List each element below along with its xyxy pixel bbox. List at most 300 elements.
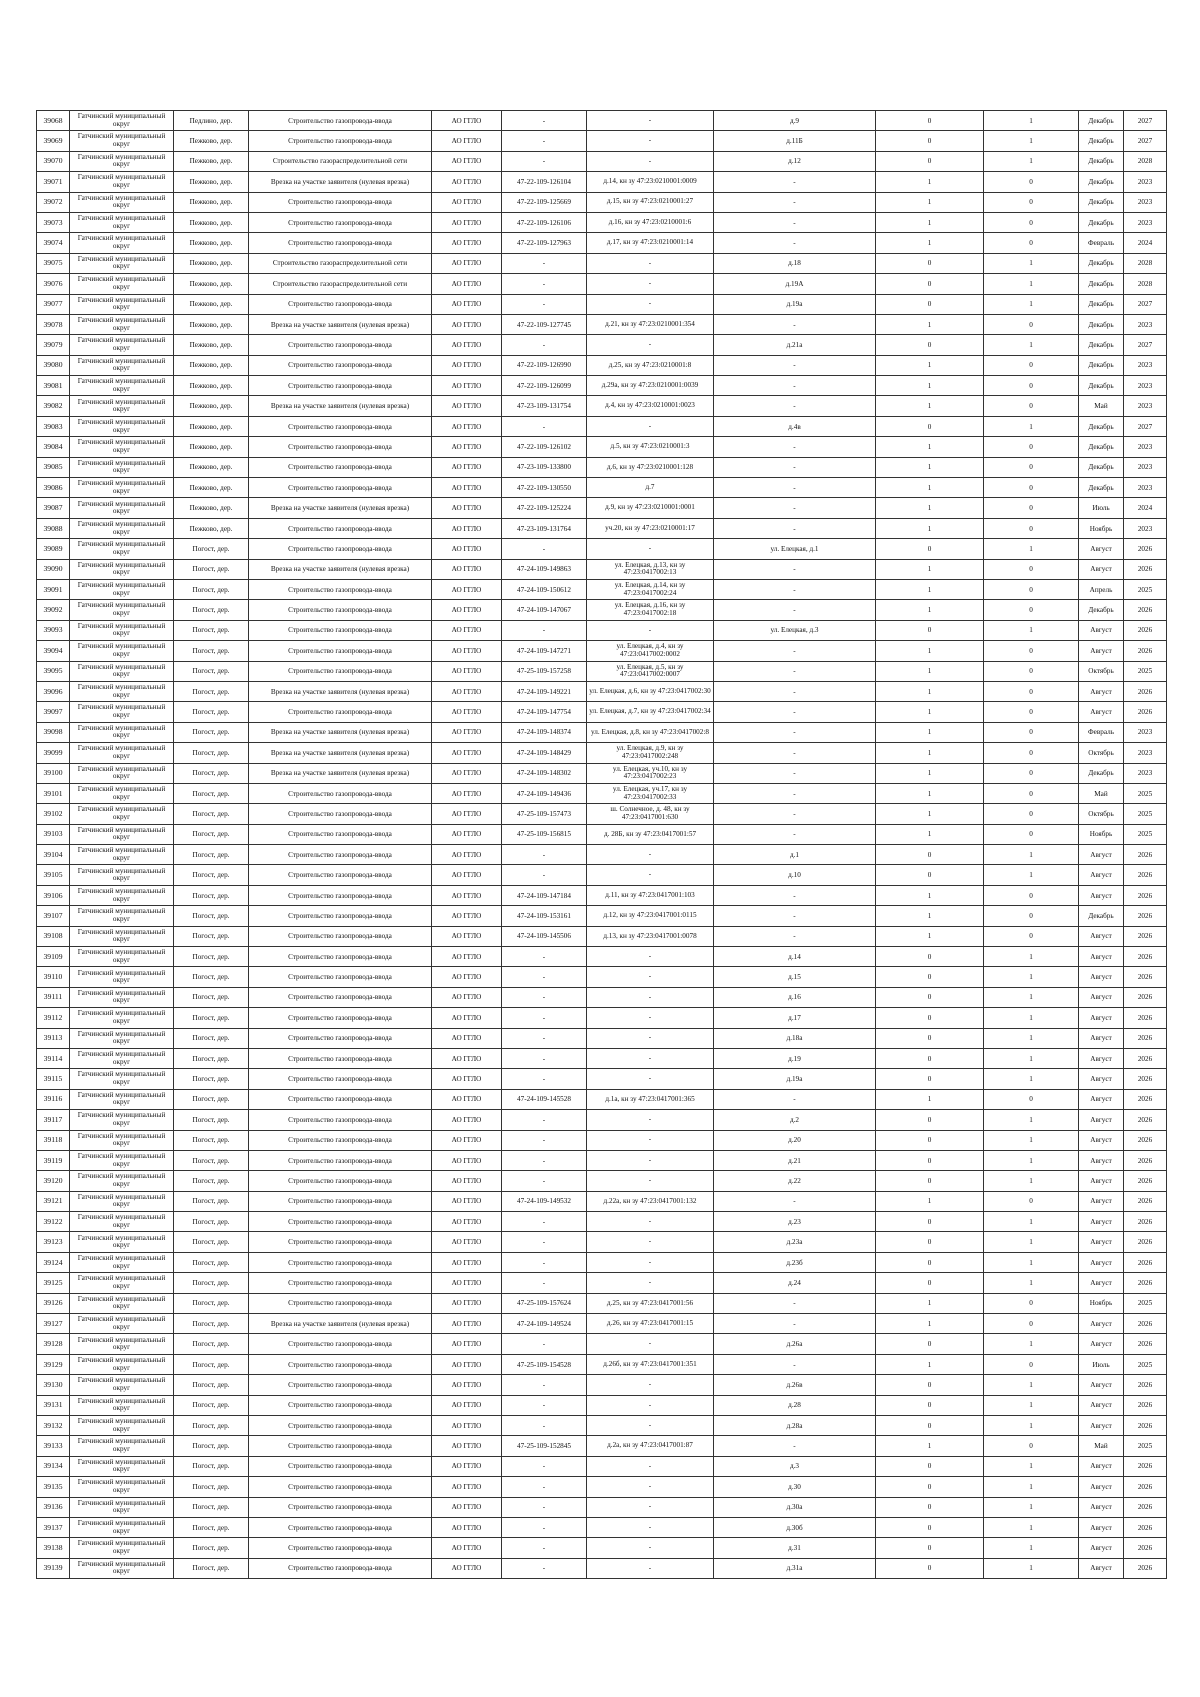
organization-cell: АО ГГЛО xyxy=(432,661,502,681)
district-cell: Гатчинский муниципальный округ xyxy=(70,1252,174,1272)
organization-cell: АО ГГЛО xyxy=(432,111,502,131)
settlement-cell: Погост, дер. xyxy=(174,1436,249,1456)
object-address-cell: - xyxy=(714,355,876,375)
count-b-cell: 1 xyxy=(984,1252,1079,1272)
month-cell: Ноябрь xyxy=(1079,1293,1124,1313)
count-b-cell: 1 xyxy=(984,253,1079,273)
object-address-cell: - xyxy=(714,722,876,742)
organization-cell: АО ГГЛО xyxy=(432,845,502,865)
row-number-cell: 39081 xyxy=(37,376,70,396)
table-row xyxy=(37,1538,1167,1558)
application-number-cell: 47-24-109-149532 xyxy=(502,1191,587,1211)
table-row xyxy=(37,111,1167,131)
row-number-cell: 39115 xyxy=(37,1069,70,1089)
row-number-cell: 39135 xyxy=(37,1477,70,1497)
row-number-cell: 39126 xyxy=(37,1293,70,1313)
organization-cell: АО ГГЛО xyxy=(432,212,502,232)
object-address-cell: - xyxy=(714,783,876,803)
month-cell: Декабрь xyxy=(1079,355,1124,375)
year-cell: 2025 xyxy=(1124,661,1167,681)
work-type-cell: Строительство газопровода-ввода xyxy=(249,1048,432,1068)
organization-cell: АО ГГЛО xyxy=(432,518,502,538)
organization-cell: АО ГГЛО xyxy=(432,1354,502,1374)
district-cell: Гатчинский муниципальный округ xyxy=(70,681,174,701)
district-cell: Гатчинский муниципальный округ xyxy=(70,1028,174,1048)
object-address-cell: д.31а xyxy=(714,1558,876,1578)
count-b-cell: 1 xyxy=(984,967,1079,987)
count-b-cell: 0 xyxy=(984,559,1079,579)
row-number-cell: 39139 xyxy=(37,1558,70,1578)
applicant-address-cell: д.4, кн зу 47:23:0210001:0023 xyxy=(587,396,714,416)
count-b-cell: 1 xyxy=(984,1150,1079,1170)
applicant-address-cell: - xyxy=(587,1395,714,1415)
application-number-cell: - xyxy=(502,1273,587,1293)
organization-cell: АО ГГЛО xyxy=(432,783,502,803)
month-cell: Декабрь xyxy=(1079,172,1124,192)
district-cell: Гатчинский муниципальный округ xyxy=(70,1110,174,1130)
year-cell: 2025 xyxy=(1124,1293,1167,1313)
count-b-cell: 1 xyxy=(984,539,1079,559)
row-number-cell: 39101 xyxy=(37,783,70,803)
district-cell: Гатчинский муниципальный округ xyxy=(70,539,174,559)
district-cell: Гатчинский муниципальный округ xyxy=(70,865,174,885)
applicant-address-cell: ул. Елецкая, д.16, кн зу 47:23:0417002:18 xyxy=(587,600,714,620)
settlement-cell: Погост, дер. xyxy=(174,906,249,926)
count-b-cell: 1 xyxy=(984,1212,1079,1232)
applicant-address-cell: ул. Елецкая, д.8, кн зу 47:23:0417002:8 xyxy=(587,722,714,742)
district-cell: Гатчинский муниципальный округ xyxy=(70,1273,174,1293)
work-type-cell: Строительство газопровода-ввода xyxy=(249,967,432,987)
row-number-cell: 39106 xyxy=(37,885,70,905)
district-cell: Гатчинский муниципальный округ xyxy=(70,1497,174,1517)
applicant-address-cell: ул. Елецкая, д.5, кн зу 47:23:0417002:0007 xyxy=(587,661,714,681)
table-row xyxy=(37,967,1167,987)
month-cell: Август xyxy=(1079,641,1124,661)
applicant-address-cell: - xyxy=(587,416,714,436)
year-cell: 2026 xyxy=(1124,1089,1167,1109)
applicant-address-cell: - xyxy=(587,1416,714,1436)
settlement-cell: Погост, дер. xyxy=(174,865,249,885)
row-number-cell: 39080 xyxy=(37,355,70,375)
count-b-cell: 1 xyxy=(984,1110,1079,1130)
settlement-cell: Пежково, дер. xyxy=(174,376,249,396)
application-number-cell: 47-24-109-145506 xyxy=(502,926,587,946)
applicant-address-cell: - xyxy=(587,1517,714,1537)
row-number-cell: 39132 xyxy=(37,1416,70,1436)
applicant-address-cell: д.6, кн зу 47:23:0210001:128 xyxy=(587,457,714,477)
row-number-cell: 39071 xyxy=(37,172,70,192)
row-number-cell: 39069 xyxy=(37,131,70,151)
applicant-address-cell: д.9, кн зу 47:23:0210001:0001 xyxy=(587,498,714,518)
count-a-cell: 1 xyxy=(876,1293,984,1313)
count-a-cell: 1 xyxy=(876,1314,984,1334)
application-number-cell: - xyxy=(502,967,587,987)
month-cell: Август xyxy=(1079,539,1124,559)
organization-cell: АО ГГЛО xyxy=(432,1456,502,1476)
table-row xyxy=(37,1110,1167,1130)
district-cell: Гатчинский муниципальный округ xyxy=(70,1538,174,1558)
organization-cell: АО ГГЛО xyxy=(432,1110,502,1130)
organization-cell: АО ГГЛО xyxy=(432,478,502,498)
work-type-cell: Строительство газопровода-ввода xyxy=(249,661,432,681)
object-address-cell: - xyxy=(714,824,876,844)
year-cell: 2026 xyxy=(1124,1232,1167,1252)
count-b-cell: 1 xyxy=(984,1028,1079,1048)
organization-cell: АО ГГЛО xyxy=(432,1314,502,1334)
count-b-cell: 0 xyxy=(984,314,1079,334)
month-cell: Декабрь xyxy=(1079,111,1124,131)
table-row xyxy=(37,1191,1167,1211)
year-cell: 2023 xyxy=(1124,314,1167,334)
count-b-cell: 0 xyxy=(984,681,1079,701)
object-address-cell: д.21 xyxy=(714,1150,876,1170)
table-row xyxy=(37,641,1167,661)
month-cell: Август xyxy=(1079,1334,1124,1354)
organization-cell: АО ГГЛО xyxy=(432,376,502,396)
organization-cell: АО ГГЛО xyxy=(432,498,502,518)
table-row xyxy=(37,1517,1167,1537)
work-type-cell: Строительство газопровода-ввода xyxy=(249,1334,432,1354)
row-number-cell: 39099 xyxy=(37,743,70,763)
work-type-cell: Строительство газопровода-ввода xyxy=(249,865,432,885)
organization-cell: АО ГГЛО xyxy=(432,1477,502,1497)
table-row xyxy=(37,1008,1167,1028)
work-type-cell: Строительство газопровода-ввода xyxy=(249,233,432,253)
count-a-cell: 1 xyxy=(876,559,984,579)
count-a-cell: 0 xyxy=(876,1171,984,1191)
table-row xyxy=(37,1089,1167,1109)
organization-cell: АО ГГЛО xyxy=(432,396,502,416)
month-cell: Август xyxy=(1079,702,1124,722)
count-b-cell: 1 xyxy=(984,1538,1079,1558)
row-number-cell: 39074 xyxy=(37,233,70,253)
count-a-cell: 0 xyxy=(876,845,984,865)
table-row xyxy=(37,600,1167,620)
object-address-cell: д.15 xyxy=(714,967,876,987)
count-b-cell: 0 xyxy=(984,498,1079,518)
year-cell: 2023 xyxy=(1124,355,1167,375)
application-number-cell: 47-22-109-126099 xyxy=(502,376,587,396)
month-cell: Май xyxy=(1079,396,1124,416)
object-address-cell: - xyxy=(714,192,876,212)
month-cell: Май xyxy=(1079,1436,1124,1456)
district-cell: Гатчинский муниципальный округ xyxy=(70,763,174,783)
application-number-cell: 47-24-109-147271 xyxy=(502,641,587,661)
count-b-cell: 0 xyxy=(984,355,1079,375)
month-cell: Август xyxy=(1079,1110,1124,1130)
count-a-cell: 0 xyxy=(876,539,984,559)
month-cell: Декабрь xyxy=(1079,274,1124,294)
settlement-cell: Погост, дер. xyxy=(174,1456,249,1476)
settlement-cell: Погост, дер. xyxy=(174,722,249,742)
year-cell: 2025 xyxy=(1124,1436,1167,1456)
object-address-cell: д.1 xyxy=(714,845,876,865)
count-b-cell: 0 xyxy=(984,172,1079,192)
district-cell: Гатчинский муниципальный округ xyxy=(70,702,174,722)
settlement-cell: Погост, дер. xyxy=(174,1314,249,1334)
table-row xyxy=(37,865,1167,885)
count-b-cell: 0 xyxy=(984,1314,1079,1334)
object-address-cell: - xyxy=(714,518,876,538)
settlement-cell: Погост, дер. xyxy=(174,1273,249,1293)
settlement-cell: Пежково, дер. xyxy=(174,212,249,232)
month-cell: Декабрь xyxy=(1079,335,1124,355)
row-number-cell: 39094 xyxy=(37,641,70,661)
application-number-cell: - xyxy=(502,1558,587,1578)
count-b-cell: 1 xyxy=(984,416,1079,436)
table-row xyxy=(37,783,1167,803)
district-cell: Гатчинский муниципальный округ xyxy=(70,987,174,1007)
organization-cell: АО ГГЛО xyxy=(432,947,502,967)
year-cell: 2026 xyxy=(1124,865,1167,885)
district-cell: Гатчинский муниципальный округ xyxy=(70,1517,174,1537)
year-cell: 2026 xyxy=(1124,600,1167,620)
row-number-cell: 39110 xyxy=(37,967,70,987)
organization-cell: АО ГГЛО xyxy=(432,926,502,946)
object-address-cell: д.10 xyxy=(714,865,876,885)
object-address-cell: д.17 xyxy=(714,1008,876,1028)
applicant-address-cell: д.15, кн зу 47:23:0210001:27 xyxy=(587,192,714,212)
work-type-cell: Строительство газопровода-ввода xyxy=(249,1212,432,1232)
applicant-address-cell: д.5, кн зу 47:23:0210001:3 xyxy=(587,437,714,457)
count-a-cell: 0 xyxy=(876,1477,984,1497)
applicant-address-cell: - xyxy=(587,1048,714,1068)
year-cell: 2026 xyxy=(1124,1008,1167,1028)
month-cell: Август xyxy=(1079,1028,1124,1048)
year-cell: 2026 xyxy=(1124,1171,1167,1191)
table-row xyxy=(37,437,1167,457)
application-number-cell: 47-22-109-125669 xyxy=(502,192,587,212)
object-address-cell: д.2 xyxy=(714,1110,876,1130)
object-address-cell: - xyxy=(714,743,876,763)
row-number-cell: 39137 xyxy=(37,1517,70,1537)
applicant-address-cell: - xyxy=(587,1232,714,1252)
object-address-cell: - xyxy=(714,906,876,926)
table-row xyxy=(37,376,1167,396)
month-cell: Декабрь xyxy=(1079,906,1124,926)
year-cell: 2026 xyxy=(1124,967,1167,987)
year-cell: 2028 xyxy=(1124,274,1167,294)
district-cell: Гатчинский муниципальный округ xyxy=(70,335,174,355)
applicant-address-cell: - xyxy=(587,1375,714,1395)
application-number-cell: 47-22-109-130550 xyxy=(502,478,587,498)
year-cell: 2026 xyxy=(1124,906,1167,926)
year-cell: 2025 xyxy=(1124,783,1167,803)
year-cell: 2026 xyxy=(1124,1416,1167,1436)
application-number-cell: 47-23-109-133800 xyxy=(502,457,587,477)
settlement-cell: Пежково, дер. xyxy=(174,274,249,294)
settlement-cell: Погост, дер. xyxy=(174,987,249,1007)
work-type-cell: Строительство газопровода-ввода xyxy=(249,192,432,212)
application-number-cell: - xyxy=(502,294,587,314)
application-number-cell: - xyxy=(502,987,587,1007)
count-a-cell: 1 xyxy=(876,518,984,538)
table-row xyxy=(37,1212,1167,1232)
table-row xyxy=(37,579,1167,599)
count-a-cell: 0 xyxy=(876,947,984,967)
work-type-cell: Строительство газопровода-ввода xyxy=(249,376,432,396)
work-type-cell: Строительство газопровода-ввода xyxy=(249,1130,432,1150)
settlement-cell: Пежково, дер. xyxy=(174,151,249,171)
organization-cell: АО ГГЛО xyxy=(432,967,502,987)
settlement-cell: Погост, дер. xyxy=(174,661,249,681)
month-cell: Декабрь xyxy=(1079,478,1124,498)
settlement-cell: Погост, дер. xyxy=(174,1069,249,1089)
month-cell: Декабрь xyxy=(1079,314,1124,334)
row-number-cell: 39093 xyxy=(37,620,70,640)
applicant-address-cell: - xyxy=(587,1150,714,1170)
application-number-cell: 47-22-109-126106 xyxy=(502,212,587,232)
application-number-cell: - xyxy=(502,1477,587,1497)
row-number-cell: 39125 xyxy=(37,1273,70,1293)
table-row xyxy=(37,1334,1167,1354)
work-type-cell: Строительство газопровода-ввода xyxy=(249,906,432,926)
application-number-cell: - xyxy=(502,1538,587,1558)
year-cell: 2027 xyxy=(1124,111,1167,131)
district-cell: Гатчинский муниципальный округ xyxy=(70,1354,174,1374)
object-address-cell: д.28 xyxy=(714,1395,876,1415)
row-number-cell: 39076 xyxy=(37,274,70,294)
object-address-cell: - xyxy=(714,1191,876,1211)
year-cell: 2026 xyxy=(1124,1048,1167,1068)
application-number-cell: - xyxy=(502,1375,587,1395)
work-type-cell: Строительство газопровода-ввода xyxy=(249,294,432,314)
table-row xyxy=(37,539,1167,559)
table-row xyxy=(37,233,1167,253)
settlement-cell: Погост, дер. xyxy=(174,1150,249,1170)
year-cell: 2026 xyxy=(1124,1212,1167,1232)
year-cell: 2026 xyxy=(1124,1069,1167,1089)
organization-cell: АО ГГЛО xyxy=(432,1048,502,1068)
organization-cell: АО ГГЛО xyxy=(432,1293,502,1313)
table-row xyxy=(37,743,1167,763)
object-address-cell: - xyxy=(714,437,876,457)
applicant-address-cell: - xyxy=(587,1334,714,1354)
table-row xyxy=(37,335,1167,355)
work-type-cell: Строительство газопровода-ввода xyxy=(249,1008,432,1028)
organization-cell: АО ГГЛО xyxy=(432,987,502,1007)
count-b-cell: 0 xyxy=(984,1089,1079,1109)
applicant-address-cell: - xyxy=(587,1558,714,1578)
count-b-cell: 0 xyxy=(984,600,1079,620)
district-cell: Гатчинский муниципальный округ xyxy=(70,274,174,294)
settlement-cell: Пежково, дер. xyxy=(174,518,249,538)
month-cell: Август xyxy=(1079,1273,1124,1293)
district-cell: Гатчинский муниципальный округ xyxy=(70,314,174,334)
table-row xyxy=(37,478,1167,498)
count-b-cell: 1 xyxy=(984,1497,1079,1517)
month-cell: Декабрь xyxy=(1079,600,1124,620)
table-row xyxy=(37,274,1167,294)
year-cell: 2026 xyxy=(1124,1110,1167,1130)
application-number-cell: - xyxy=(502,1150,587,1170)
work-type-cell: Строительство газопровода-ввода xyxy=(249,600,432,620)
object-address-cell: д.19 xyxy=(714,1048,876,1068)
count-b-cell: 1 xyxy=(984,1008,1079,1028)
application-number-cell: - xyxy=(502,865,587,885)
year-cell: 2026 xyxy=(1124,1517,1167,1537)
district-cell: Гатчинский муниципальный округ xyxy=(70,1477,174,1497)
work-type-cell: Строительство газопровода-ввода xyxy=(249,111,432,131)
applicant-address-cell: - xyxy=(587,967,714,987)
row-number-cell: 39138 xyxy=(37,1538,70,1558)
month-cell: Август xyxy=(1079,1477,1124,1497)
row-number-cell: 39128 xyxy=(37,1334,70,1354)
month-cell: Август xyxy=(1079,1538,1124,1558)
work-type-cell: Строительство газопровода-ввода xyxy=(249,1354,432,1374)
settlement-cell: Пежково, дер. xyxy=(174,457,249,477)
application-number-cell: 47-22-109-127745 xyxy=(502,314,587,334)
month-cell: Декабрь xyxy=(1079,192,1124,212)
count-a-cell: 0 xyxy=(876,335,984,355)
month-cell: Октябрь xyxy=(1079,743,1124,763)
count-b-cell: 1 xyxy=(984,294,1079,314)
row-number-cell: 39123 xyxy=(37,1232,70,1252)
work-type-cell: Врезка на участке заявителя (нулевая врезка) xyxy=(249,763,432,783)
row-number-cell: 39117 xyxy=(37,1110,70,1130)
row-number-cell: 39120 xyxy=(37,1171,70,1191)
work-type-cell: Строительство газопровода-ввода xyxy=(249,1456,432,1476)
year-cell: 2026 xyxy=(1124,1375,1167,1395)
object-address-cell: д.18а xyxy=(714,1028,876,1048)
organization-cell: АО ГГЛО xyxy=(432,1130,502,1150)
applicant-address-cell: - xyxy=(587,987,714,1007)
count-b-cell: 0 xyxy=(984,579,1079,599)
application-number-cell: - xyxy=(502,620,587,640)
settlement-cell: Пежково, дер. xyxy=(174,131,249,151)
count-a-cell: 0 xyxy=(876,1069,984,1089)
work-type-cell: Строительство газопровода-ввода xyxy=(249,1375,432,1395)
row-number-cell: 39085 xyxy=(37,457,70,477)
year-cell: 2023 xyxy=(1124,437,1167,457)
district-cell: Гатчинский муниципальный округ xyxy=(70,1334,174,1354)
application-number-cell: 47-24-109-147754 xyxy=(502,702,587,722)
work-type-cell: Строительство газопровода-ввода xyxy=(249,335,432,355)
settlement-cell: Погост, дер. xyxy=(174,1538,249,1558)
count-b-cell: 1 xyxy=(984,274,1079,294)
month-cell: Август xyxy=(1079,1089,1124,1109)
row-number-cell: 39116 xyxy=(37,1089,70,1109)
application-number-cell: 47-25-109-154528 xyxy=(502,1354,587,1374)
organization-cell: АО ГГЛО xyxy=(432,1395,502,1415)
district-cell: Гатчинский муниципальный округ xyxy=(70,355,174,375)
count-a-cell: 1 xyxy=(876,763,984,783)
applicant-address-cell: - xyxy=(587,620,714,640)
district-cell: Гатчинский муниципальный округ xyxy=(70,722,174,742)
object-address-cell: д.4в xyxy=(714,416,876,436)
applicant-address-cell: ул. Елецкая, д.9, кн зу 47:23:0417002:248 xyxy=(587,743,714,763)
work-type-cell: Строительство газораспределительной сети xyxy=(249,274,432,294)
application-number-cell: - xyxy=(502,1212,587,1232)
row-number-cell: 39104 xyxy=(37,845,70,865)
count-b-cell: 0 xyxy=(984,212,1079,232)
applicant-address-cell: ул. Елецкая, д.14, кн зу 47:23:0417002:24 xyxy=(587,579,714,599)
table-row xyxy=(37,763,1167,783)
object-address-cell: д.3 xyxy=(714,1456,876,1476)
row-number-cell: 39090 xyxy=(37,559,70,579)
settlement-cell: Погост, дер. xyxy=(174,1395,249,1415)
applicant-address-cell: - xyxy=(587,947,714,967)
count-a-cell: 1 xyxy=(876,702,984,722)
month-cell: Декабрь xyxy=(1079,437,1124,457)
work-type-cell: Строительство газопровода-ввода xyxy=(249,1477,432,1497)
work-type-cell: Строительство газопровода-ввода xyxy=(249,1293,432,1313)
district-cell: Гатчинский муниципальный округ xyxy=(70,1314,174,1334)
organization-cell: АО ГГЛО xyxy=(432,1171,502,1191)
row-number-cell: 39073 xyxy=(37,212,70,232)
count-a-cell: 0 xyxy=(876,865,984,885)
count-a-cell: 0 xyxy=(876,1130,984,1150)
